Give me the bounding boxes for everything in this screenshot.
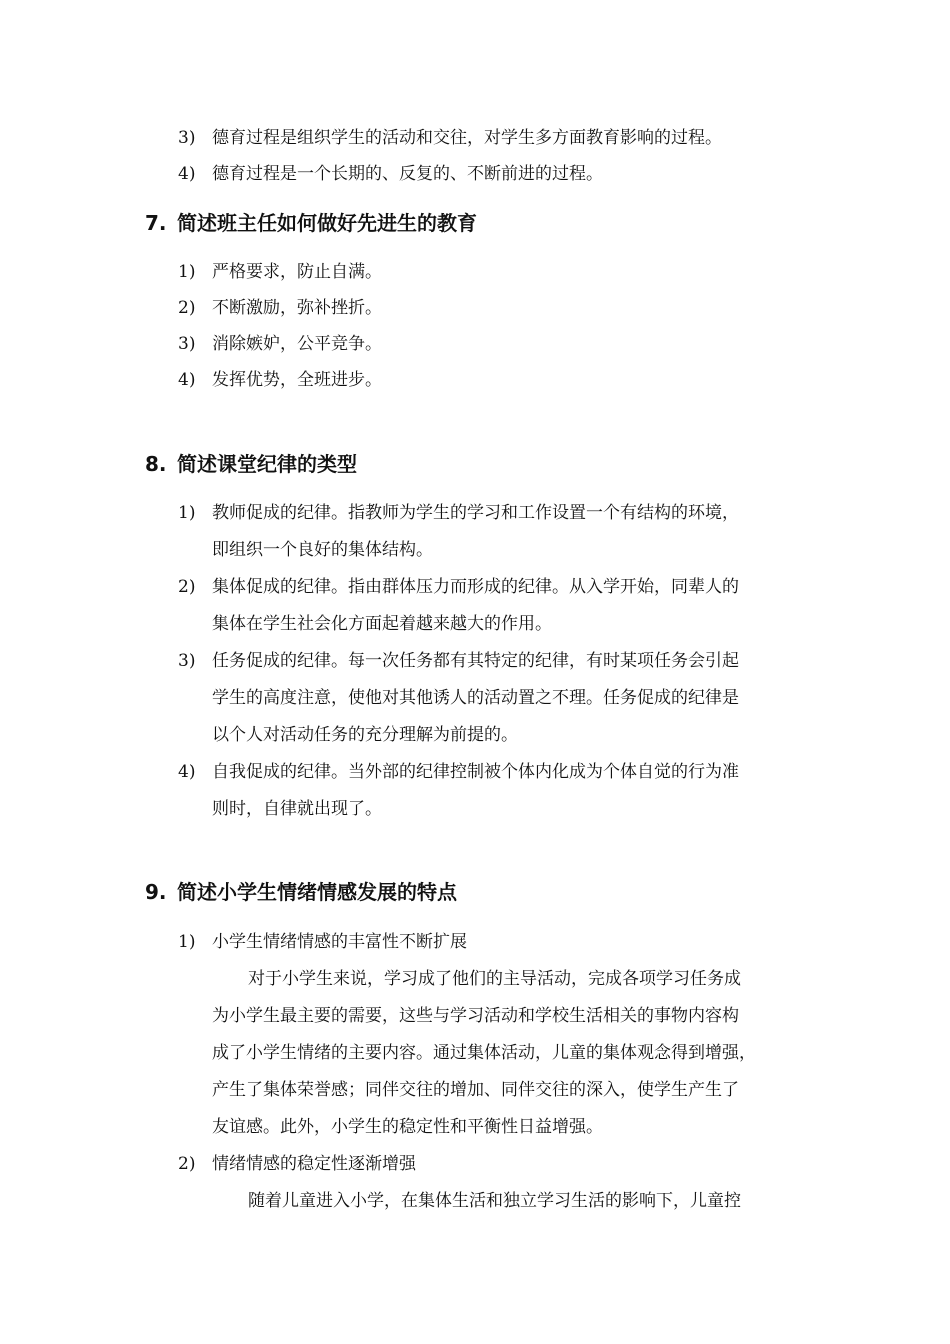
list-number: 2) bbox=[178, 1154, 196, 1174]
heading-title: 简述班主任如何做好先进生的教育 bbox=[177, 211, 477, 235]
paragraph-line: 对于小学生来说，学习成了他们的主导活动，完成各项学习任务成 bbox=[248, 969, 741, 989]
heading-number: 9. bbox=[145, 880, 167, 904]
section-heading-7 bbox=[145, 208, 477, 238]
list-number: 3) bbox=[178, 128, 196, 148]
list-item bbox=[178, 495, 818, 532]
list-item bbox=[178, 754, 818, 791]
paragraph-line: 为小学生最主要的需要，这些与学习活动和学校生活相关的事物内容构 bbox=[212, 1006, 739, 1026]
list-item bbox=[178, 120, 818, 157]
list-item bbox=[178, 254, 818, 291]
list-item bbox=[178, 643, 818, 680]
list-text: 集体促成的纪律。指由群体压力而形成的纪律。从入学开始，同辈人的 bbox=[212, 577, 739, 597]
section-heading-8 bbox=[145, 449, 357, 479]
list-text: 德育过程是一个长期的、反复的、不断前进的过程。 bbox=[212, 164, 603, 184]
list-number: 2) bbox=[178, 577, 196, 597]
list-text: 消除嫉妒，公平竞争。 bbox=[212, 334, 382, 354]
heading-number: 7. bbox=[145, 211, 167, 235]
list-text: 自我促成的纪律。当外部的纪律控制被个体内化成为个体自觉的行为准 bbox=[212, 762, 739, 782]
heading-title: 简述课堂纪律的类型 bbox=[177, 452, 357, 476]
list-item bbox=[178, 326, 818, 363]
list-item-continuation: 则时，自律就出现了。 bbox=[212, 799, 382, 819]
paragraph-line: 成了小学生情绪的主要内容。通过集体活动，儿童的集体观念得到增强， bbox=[212, 1043, 756, 1063]
list-number: 3) bbox=[178, 651, 196, 671]
list-item bbox=[178, 362, 818, 399]
list-text: 发挥优势，全班进步。 bbox=[212, 370, 382, 390]
list-item bbox=[178, 569, 818, 606]
list-text: 情绪情感的稳定性逐渐增强 bbox=[212, 1154, 416, 1174]
list-number: 4) bbox=[178, 370, 196, 390]
list-item-continuation: 学生的高度注意，使他对其他诱人的活动置之不理。任务促成的纪律是 bbox=[212, 688, 739, 708]
list-number: 4) bbox=[178, 164, 196, 184]
list-text: 教师促成的纪律。指教师为学生的学习和工作设置一个有结构的环境， bbox=[212, 503, 739, 523]
list-number: 1) bbox=[178, 262, 196, 282]
paragraph-line: 随着儿童进入小学，在集体生活和独立学习生活的影响下，儿童控 bbox=[248, 1191, 741, 1211]
list-text: 严格要求，防止自满。 bbox=[212, 262, 382, 282]
list-number: 1) bbox=[178, 932, 196, 952]
list-number: 2) bbox=[178, 298, 196, 318]
section-heading-9 bbox=[145, 877, 457, 907]
list-number: 4) bbox=[178, 762, 196, 782]
list-item bbox=[178, 1146, 818, 1183]
list-item-continuation: 以个人对活动任务的充分理解为前提的。 bbox=[212, 725, 518, 745]
list-item bbox=[178, 290, 818, 327]
list-number: 1) bbox=[178, 503, 196, 523]
paragraph-line: 产生了集体荣誉感；同伴交往的增加、同伴交往的深入，使学生产生了 bbox=[212, 1080, 739, 1100]
list-item-continuation: 即组织一个良好的集体结构。 bbox=[212, 540, 433, 560]
list-text: 德育过程是组织学生的活动和交往，对学生多方面教育影响的过程。 bbox=[212, 128, 722, 148]
paragraph-line: 友谊感。此外，小学生的稳定性和平衡性日益增强。 bbox=[212, 1117, 603, 1137]
heading-title: 简述小学生情绪情感发展的特点 bbox=[177, 880, 457, 904]
list-item bbox=[178, 924, 818, 961]
heading-number: 8. bbox=[145, 452, 167, 476]
list-text: 小学生情绪情感的丰富性不断扩展 bbox=[212, 932, 467, 952]
list-text: 不断激励，弥补挫折。 bbox=[212, 298, 382, 318]
list-item-continuation: 集体在学生社会化方面起着越来越大的作用。 bbox=[212, 614, 552, 634]
list-item bbox=[178, 156, 818, 193]
list-number: 3) bbox=[178, 334, 196, 354]
list-text: 任务促成的纪律。每一次任务都有其特定的纪律，有时某项任务会引起 bbox=[212, 651, 739, 671]
